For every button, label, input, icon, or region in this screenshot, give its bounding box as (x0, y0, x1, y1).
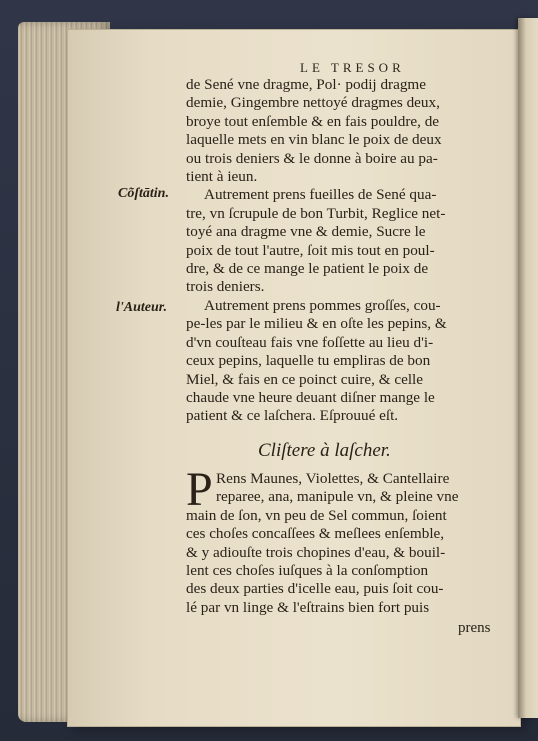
text-line: patient & ce laſchera. Eſprouué eſt. (186, 407, 399, 425)
paragraph-1 (186, 76, 498, 426)
text-line: d'vn couſteau fais vne foſſette au lieu d'i- (186, 333, 434, 351)
text-line: poix de tout l'autre, ſoit mis tout en poul- (186, 241, 435, 259)
text-line: demie, Gingembre nettoyé dragmes deux, (186, 94, 440, 112)
drop-capital: P (186, 463, 213, 516)
text-line: Autrement prens pommes groſſes, cou- (204, 296, 441, 314)
running-header: LE TRESOR (300, 60, 405, 75)
text-line: dre, & de ce mange le patient le poix de (186, 260, 429, 278)
margin-note-auteur: l'Auteur. (116, 300, 167, 315)
facing-page-edge (518, 18, 538, 718)
text-line: trois deniers. (186, 278, 265, 296)
text-line: lent ces choſes iuſques à la conſomption (186, 562, 429, 580)
text-line: laquelle mets en vin blanc le poix de deux (186, 131, 442, 149)
paragraph-2 (186, 463, 498, 617)
text-line: ces choſes concaſſees & meſlees enſemble, (186, 525, 445, 543)
text-line: main de ſon, vn peu de Sel commun, ſoient (186, 506, 447, 524)
text-line: pe-les par le milieu & en oſte les pepins, & (186, 315, 447, 333)
text-line: toyé ana dragme vne & demie, Sucre le (186, 223, 426, 241)
text-line: reparee, ana, manipule vn, & pleine vne (216, 488, 459, 506)
text-line: de Sené vne dragme, Pol· podij dragme (186, 76, 426, 93)
catchword: prens (458, 620, 491, 636)
text-line: lé par vn linge & l'eſtrains bien fort puis (186, 598, 430, 616)
text-line: ou trois deniers & le donne à boire au pa- (186, 149, 438, 167)
text-line: & y adiouſte trois chopines d'eau, & bouil- (186, 543, 446, 561)
text-line: ceux pepins, laquelle tu empliras de bon (186, 352, 431, 370)
text-line: chaude vne heure deuant diſner mange le (186, 388, 435, 406)
text-line: broye tout enſemble & en fais pouldre, de (186, 112, 440, 130)
text-line: tient à ieun. (186, 168, 258, 186)
text-line: Rens Maunes, Violettes, & Cantellaire (216, 470, 450, 487)
section-title: Cliſtere à laſcher. (258, 440, 391, 461)
text-line: Miel, & fais en ce poinct cuire, & celle (186, 370, 424, 388)
text-line: Autrement prens fueilles de Sené qua- (204, 186, 437, 204)
text-line: des deux parties d'icelle eau, puis ſoit cou- (186, 580, 444, 598)
margin-note-constantin: Cõſtātin. (118, 186, 169, 201)
text-line: tre, vn ſcrupule de bon Turbit, Reglice net- (186, 204, 446, 222)
